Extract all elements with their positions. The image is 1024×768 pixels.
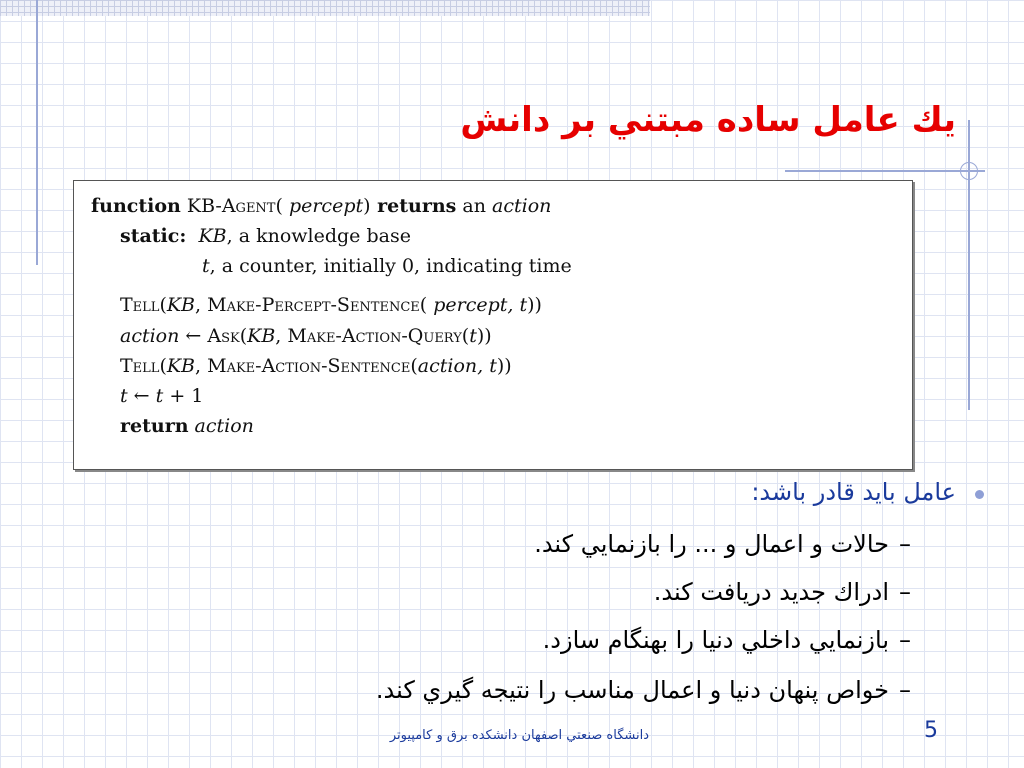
close-paren: ) [363,195,371,217]
param-percept: percept [282,195,364,217]
algorithm-line-3 [202,255,572,277]
paren: ( [410,355,418,377]
arrow: ← [179,325,208,347]
algorithm-box [73,180,913,470]
fn-tell: Tell [120,294,160,316]
var-t: t [202,255,210,277]
keyword-function: function [91,195,181,217]
keyword-return: return [120,415,189,437]
page-number: 5 [924,718,938,743]
word-an: an [456,195,493,217]
var-action: action [120,325,180,347]
kb-description: , a knowledge base [226,225,411,247]
footer-institution: دانشگاه صنعتي اصفهان دانشكده برق و كامپيوتر [389,728,649,743]
args: percept, t [433,294,528,316]
decorative-vertical-line-left [36,0,38,265]
sub-bullet-text: حالات و اعمال و ... را بازنمايي كند. [534,530,889,558]
plus-one: + 1 [163,385,204,407]
arrow: ← [127,385,156,407]
paren: )) [527,294,542,316]
comma: , [195,355,208,377]
var-t: t [120,385,128,407]
algorithm-line-7 [120,385,203,407]
decorative-circle [960,162,978,180]
paren: )) [476,325,492,347]
paren: )) [496,355,512,377]
dash-icon: – [899,626,911,654]
open-paren: ( [275,195,283,217]
fn-make-action-query: Make-Action-Query [287,325,462,347]
comma: , [275,325,288,347]
arg-kb: KB [247,325,276,347]
dash-icon: – [899,578,911,606]
t-description: , a counter, initially 0, indicating time [209,255,572,277]
keyword-static: static: [120,225,187,247]
algorithm-line-6 [120,355,512,377]
dash-icon: – [899,530,911,558]
algorithm-line-2 [120,225,411,247]
var-t: t [155,385,164,407]
sub-bullet-3 [543,626,911,654]
arg-kb: KB [166,355,196,377]
comma: , [195,294,208,316]
paren: ( [159,355,167,377]
algorithm-line-1 [91,195,551,217]
sub-bullet-text: خواص پنهان دنيا و اعمال مناسب را نتيجه گيري كند. [375,676,889,704]
slide-title: يك عامل ساده مبتني بر دانش [460,100,956,140]
return-value: action [188,415,254,437]
sub-bullet-text: بازنمايي داخلي دنيا را بهنگام سازد. [542,626,889,654]
sub-bullet-text: ادراك جديد دريافت كند. [653,578,889,606]
algorithm-line-8 [120,415,254,437]
paren: ( [461,325,470,347]
args: t [469,325,477,347]
dash-icon: – [899,676,911,704]
return-type: action [492,195,552,217]
fn-make-percept-sentence: Make-Percept-Sentence [207,294,420,316]
paren: ( [419,294,434,316]
var-kb: KB [198,225,227,247]
algorithm-line-5 [120,325,492,347]
args: action, t [417,355,497,377]
function-name: KB-Agent [186,195,276,217]
sub-bullet-4 [376,676,911,704]
bullet-dot-icon [975,490,984,499]
paren: ( [159,294,167,316]
top-decorative-band [0,0,650,16]
sub-bullet-1 [534,530,911,558]
decorative-horizontal-line [785,170,985,172]
fn-make-action-sentence: Make-Action-Sentence [207,355,411,377]
arg-kb: KB [166,294,196,316]
sub-bullet-2 [654,578,911,606]
fn-tell: Tell [120,355,160,377]
fn-ask: Ask [207,325,240,347]
paren: ( [239,325,248,347]
algorithm-line-4 [120,294,542,316]
keyword-returns: returns [370,195,457,217]
bullet-main-text: عامل بايد قادر باشد: [751,478,956,506]
